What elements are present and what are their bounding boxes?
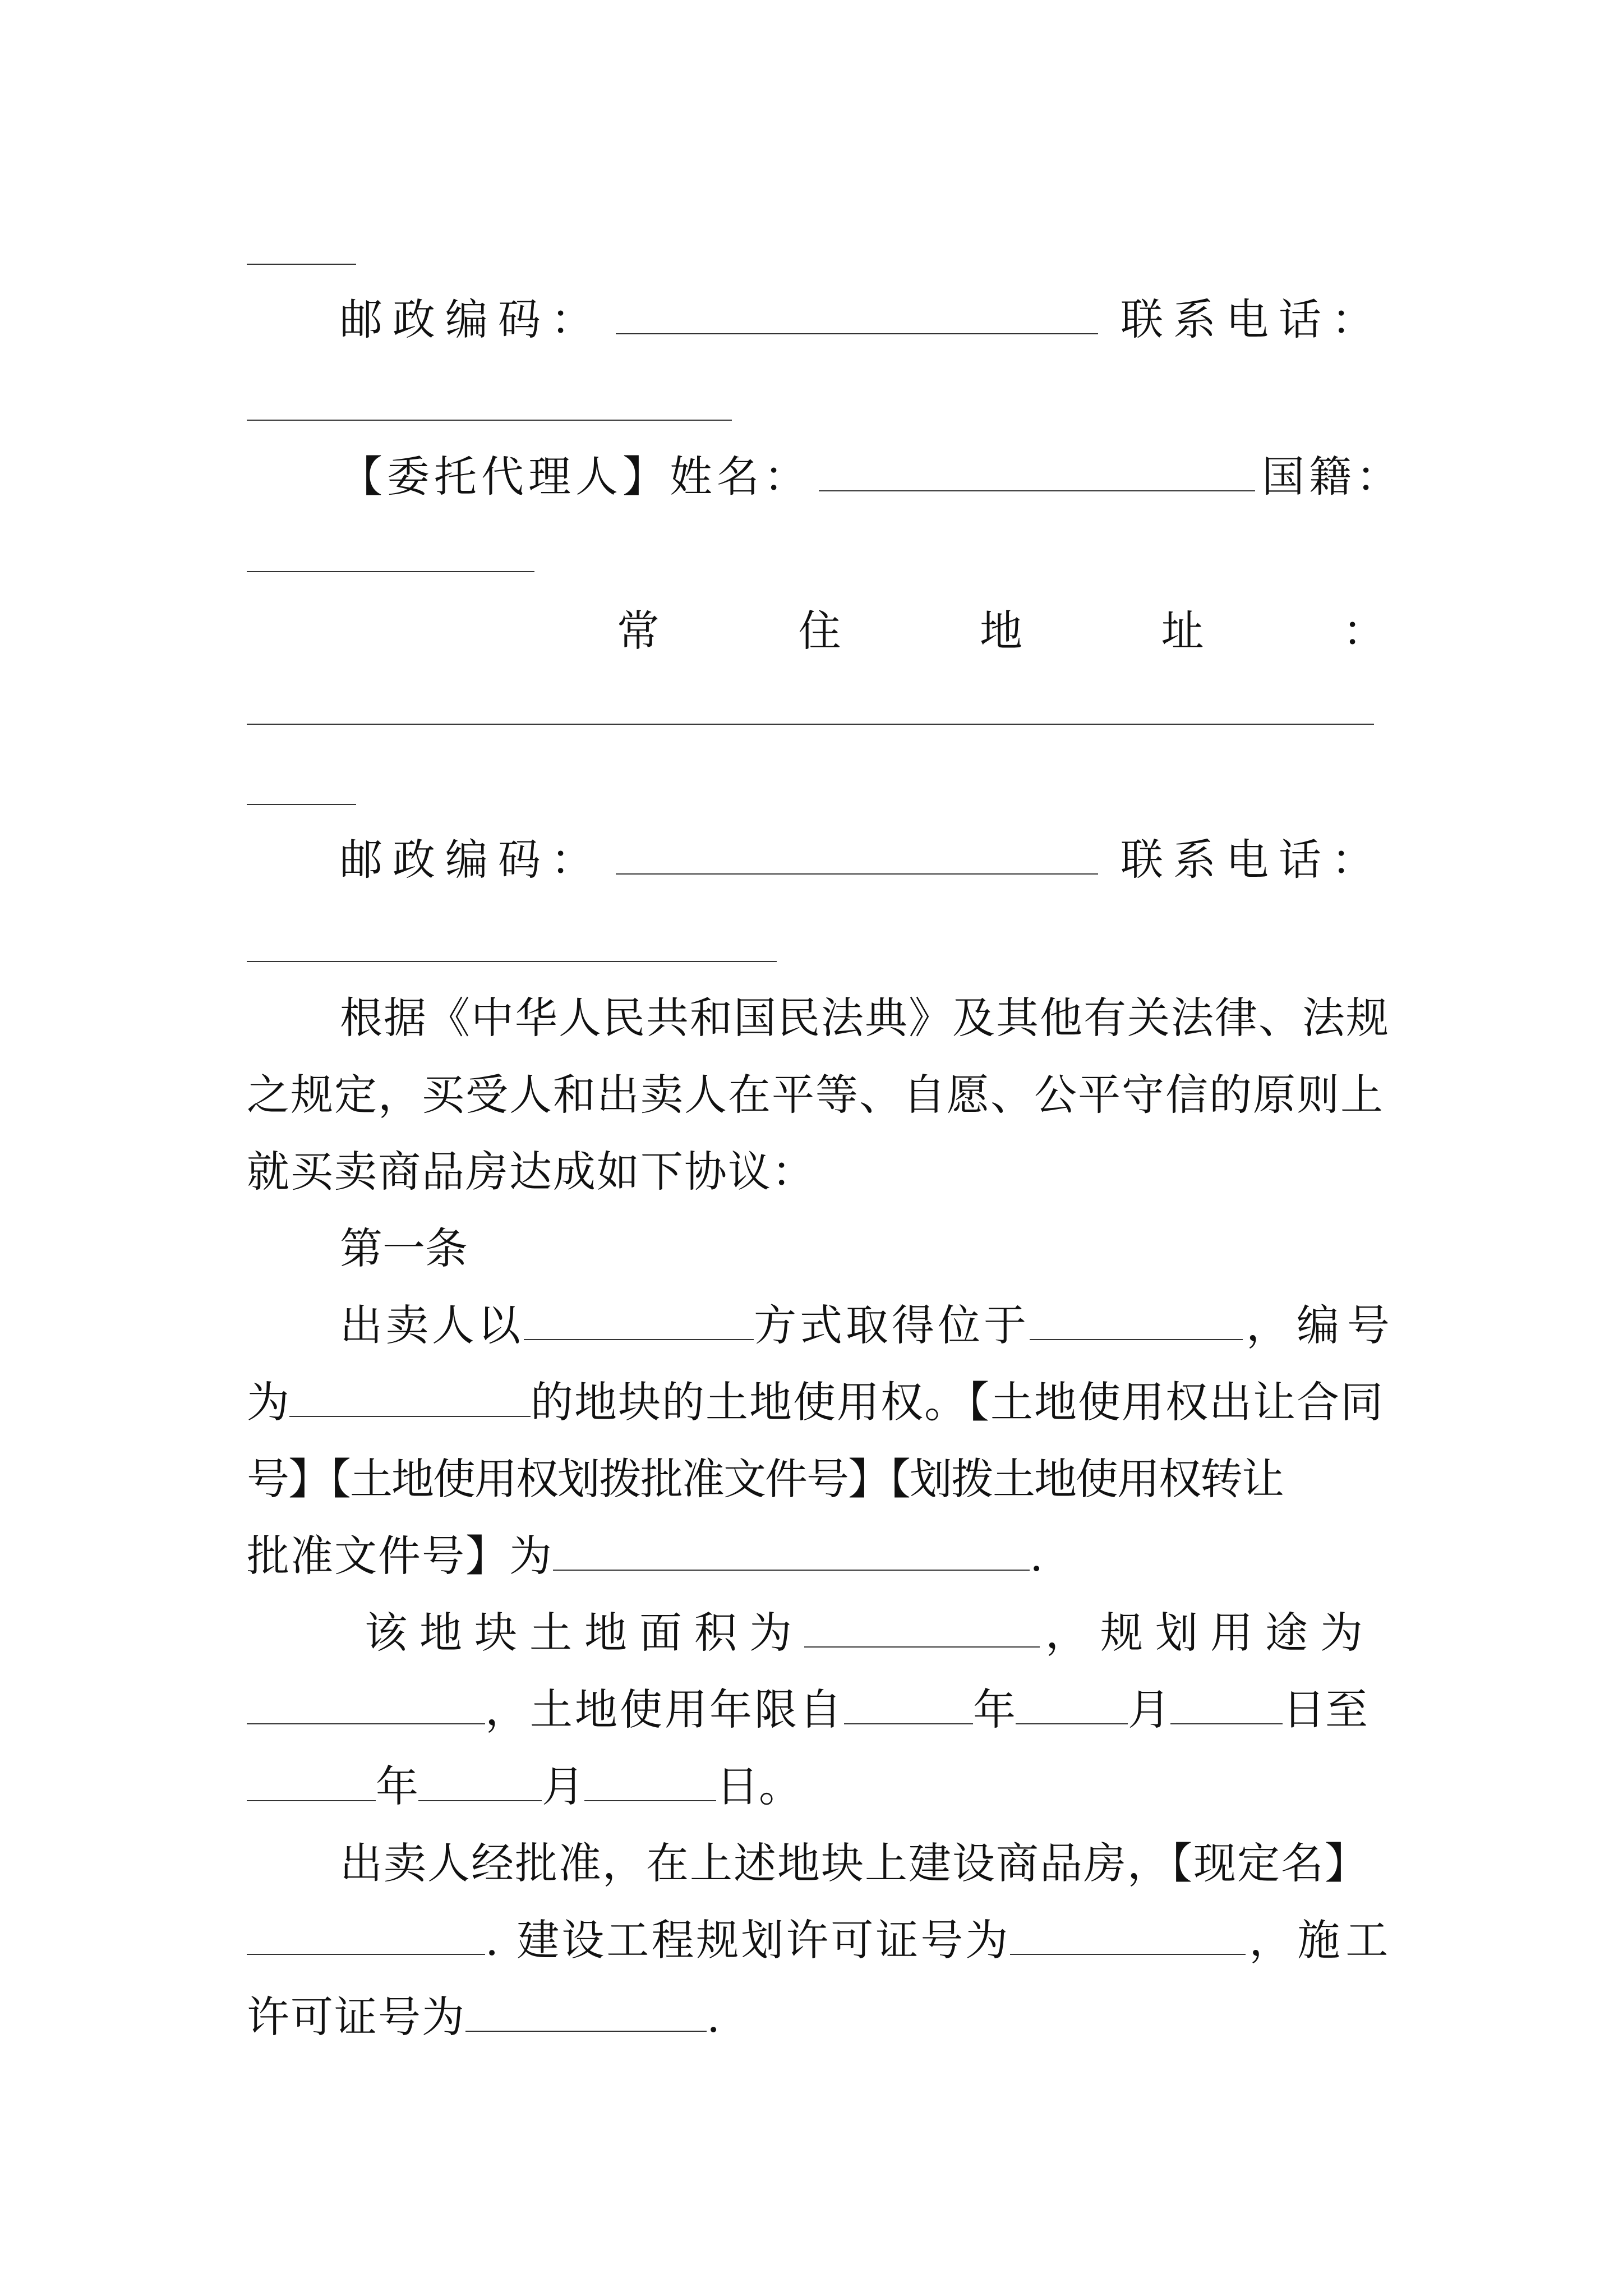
p3-text: . 建设工程规划许可证号为	[485, 1915, 1011, 1965]
agent-row	[247, 446, 1403, 508]
p2-text: 月	[1128, 1685, 1170, 1734]
intro-line-3	[247, 1141, 1385, 1203]
intro-text: 根据《中华人民共和国民法典》及其他有关法律、法规	[340, 993, 1390, 1043]
continuation-blank[interactable]	[247, 264, 356, 265]
approval-doc-number-blank[interactable]	[553, 1536, 1030, 1571]
intro-text: 就买卖商品房达成如下协议：	[247, 1147, 815, 1197]
postal-code-label: 邮政编码：	[340, 295, 603, 344]
p1-text: ，编号	[1246, 1300, 1398, 1350]
land-area-blank[interactable]	[804, 1613, 1040, 1648]
nationality-blank[interactable]	[247, 571, 534, 572]
p2-text: 月	[542, 1761, 584, 1811]
postal-code-label: 邮政编码：	[340, 835, 603, 885]
address-blank-continued[interactable]	[247, 804, 356, 805]
p1-text: 为	[247, 1377, 289, 1427]
p2-text: 该地块土地面积为	[365, 1608, 804, 1658]
article1-p3-line2	[247, 1910, 1394, 1971]
start-year-blank[interactable]	[844, 1690, 973, 1724]
article-title	[247, 1218, 1385, 1280]
article1-p1-line2	[247, 1372, 1385, 1433]
postal-code-blank[interactable]	[616, 840, 1098, 875]
p2-text: 日。	[716, 1761, 801, 1811]
p1-text: 批准文件号】为	[247, 1531, 553, 1581]
p1-text: 号】【土地使用权划拨批准文件号】【划拨土地使用权转让	[247, 1454, 1283, 1504]
address-char: ：	[1343, 606, 1385, 656]
address-char: 地	[980, 606, 1022, 656]
start-month-blank[interactable]	[1016, 1690, 1128, 1724]
end-day-blank[interactable]	[584, 1766, 716, 1801]
postal-phone-row-1	[247, 289, 1385, 351]
intro-text: 之规定，买受人和出卖人在平等、自愿、公平守信的原则上	[247, 1070, 1384, 1120]
p3-text: ，施工	[1249, 1915, 1394, 1965]
article1-p2-line3	[247, 1756, 1385, 1818]
p1-text: 方式取得位于	[754, 1300, 1030, 1350]
planning-permit-blank[interactable]	[1010, 1920, 1246, 1955]
start-day-blank[interactable]	[1170, 1690, 1283, 1724]
agent-name-blank[interactable]	[819, 457, 1255, 491]
p2-text: ，土地使用年限自	[485, 1685, 844, 1734]
address-char: 常	[617, 606, 660, 656]
p3-text: 许可证号为	[247, 1992, 465, 2042]
p1-text: .	[1030, 1531, 1044, 1581]
article1-p3-line1	[247, 1833, 1385, 1894]
p1-text: 出卖人以	[340, 1300, 524, 1350]
article1-p1-line4	[247, 1525, 1385, 1587]
phone-blank[interactable]	[247, 420, 732, 421]
intro-line-1	[247, 987, 1390, 1049]
phone-label: 联系电话：	[1121, 295, 1384, 344]
article1-p1-line3	[247, 1448, 1385, 1510]
address-char: 住	[798, 606, 841, 656]
end-month-blank[interactable]	[418, 1766, 542, 1801]
article1-p1-line1	[247, 1295, 1398, 1356]
plot-number-blank[interactable]	[289, 1382, 531, 1417]
p2-text: ，规划用途为	[1045, 1608, 1375, 1658]
planned-use-blank[interactable]	[247, 1690, 485, 1724]
address-row	[617, 600, 1385, 662]
construction-permit-blank[interactable]	[465, 1997, 707, 2032]
phone-label: 联系电话：	[1121, 835, 1384, 885]
postal-code-blank[interactable]	[616, 300, 1098, 334]
p3-text: .	[707, 1992, 721, 2042]
p2-text: 日至	[1283, 1685, 1368, 1734]
article-title-text: 第一条	[340, 1223, 468, 1273]
phone-blank[interactable]	[247, 961, 777, 962]
acquisition-method-blank[interactable]	[524, 1305, 754, 1340]
project-name-blank[interactable]	[247, 1920, 485, 1955]
p2-text: 年	[376, 1761, 418, 1811]
intro-line-2	[247, 1064, 1385, 1126]
p3-text: 出卖人经批准，在上述地块上建设商品房，【现定名】	[340, 1838, 1368, 1888]
nationality-label: 国籍：	[1262, 452, 1403, 501]
postal-phone-row-2	[247, 829, 1385, 891]
end-year-blank[interactable]	[247, 1766, 376, 1801]
agent-name-label: 【委托代理人】姓名：	[340, 452, 811, 501]
address-blank[interactable]	[247, 724, 1374, 725]
p1-text: 的地块的土地使用权。【土地使用权出让合同	[531, 1377, 1384, 1427]
location-blank[interactable]	[1030, 1305, 1243, 1340]
article1-p2-line2	[247, 1679, 1385, 1741]
address-char: 址	[1161, 606, 1204, 656]
article1-p2-line1	[247, 1602, 1385, 1664]
article1-p3-line3	[247, 1986, 1385, 2048]
p2-text: 年	[973, 1685, 1016, 1734]
